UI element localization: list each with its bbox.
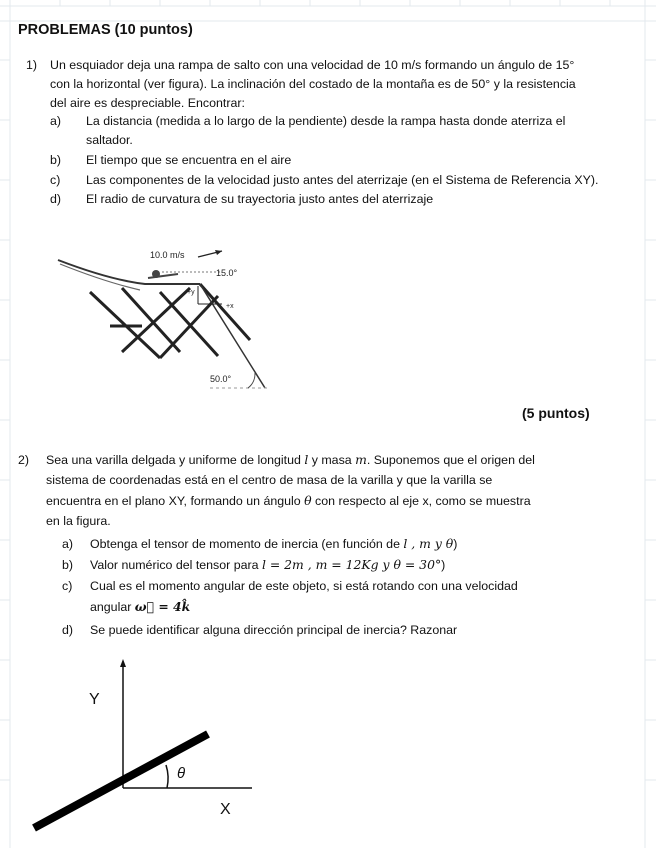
slope-angle-arc bbox=[248, 373, 255, 388]
problem1-intro-line2: con la horizontal (ver figura). La inclinación del costado de la montaña es de 50° y la resistencia bbox=[50, 77, 576, 91]
problem1-item-letter: d) bbox=[50, 192, 62, 206]
problem2-item-letter: a) bbox=[62, 537, 74, 551]
ramp-underside bbox=[60, 264, 140, 290]
rod-figure bbox=[20, 650, 320, 840]
problem2-intro-line1: Sea una varilla delgada y uniforme de longitud l y masa m. Suponemos que el origen del bbox=[46, 452, 535, 467]
problem1-item-a-text-cont: saltador. bbox=[86, 133, 133, 147]
problem2-item-letter: c) bbox=[62, 579, 73, 593]
problem2-number: 2) bbox=[18, 453, 30, 467]
theta-arc bbox=[166, 765, 168, 788]
launch-angle-label: 15.0° bbox=[216, 268, 238, 278]
y-axis-arrowhead bbox=[120, 659, 126, 667]
problem1-number: 1) bbox=[26, 58, 38, 72]
problem1-intro-line3: del aire es despreciable. Encontrar: bbox=[50, 96, 245, 110]
mountain-lattice bbox=[90, 284, 250, 358]
problem2-item-letter: b) bbox=[62, 558, 74, 572]
section-title: PROBLEMAS (10 puntos) bbox=[18, 22, 193, 38]
problem2-intro-line4: en la figura. bbox=[46, 514, 111, 528]
problem2-item-letter: d) bbox=[62, 623, 74, 637]
problem1-item-d-text: El radio de curvatura de su trayectoria justo antes del aterrizaje bbox=[86, 192, 434, 206]
theta-label: θ bbox=[177, 765, 186, 782]
problem2-intro-line3: encuentra en el plano XY, formando un ángulo θ con respecto al eje x, como se muestra bbox=[46, 493, 531, 508]
ski-jump-figure bbox=[50, 240, 290, 400]
problem2-intro-line2: sistema de coordenadas está en el centro de masa de la varilla y que la varilla se bbox=[46, 473, 493, 487]
problem1-item-c-text: Las componentes de la velocidad justo antes del aterrizaje (en el Sistema de Referencia XY). bbox=[86, 173, 599, 187]
problem2-item-c-cont: angular ω⃗ = 4k̂ bbox=[90, 599, 191, 614]
problem1-item-b-text: El tiempo que se encuentra en el aire bbox=[86, 153, 292, 167]
problem2-item-d: Se puede identificar alguna dirección principal de inercia? Razonar bbox=[90, 623, 458, 637]
y-axis-label: +y bbox=[187, 289, 195, 296]
problem1-item-letter: b) bbox=[50, 153, 62, 167]
problem2-points: (5 puntos) bbox=[522, 405, 590, 421]
y-axis-label: Y bbox=[89, 691, 100, 708]
problem1-item-letter: a) bbox=[50, 114, 62, 128]
slope-surface bbox=[200, 284, 265, 388]
problem1-item-letter: c) bbox=[50, 173, 61, 187]
problem2-item-b: Valor numérico del tensor para l = 2m , m = 12Kg y θ = 30°) bbox=[90, 557, 446, 572]
problem2-item-a: Obtenga el tensor de momento de inercia (en función de l , m y θ) bbox=[90, 536, 458, 551]
problem2-item-c: Cual es el momento angular de este objeto, si está rotando con una velocidad bbox=[90, 579, 518, 593]
problem1-intro-line1: Un esquiador deja una rampa de salto con una velocidad de 10 m/s formando un ángulo de 15° bbox=[50, 58, 575, 72]
slope-angle-label: 50.0° bbox=[210, 374, 232, 384]
x-axis-label: X bbox=[220, 801, 231, 818]
x-axis-label: +x bbox=[226, 303, 234, 310]
velocity-label: 10.0 m/s bbox=[150, 250, 185, 260]
problem1-item-a-text: La distancia (medida a lo largo de la pendiente) desde la rampa hasta donde aterriza el bbox=[86, 114, 566, 128]
